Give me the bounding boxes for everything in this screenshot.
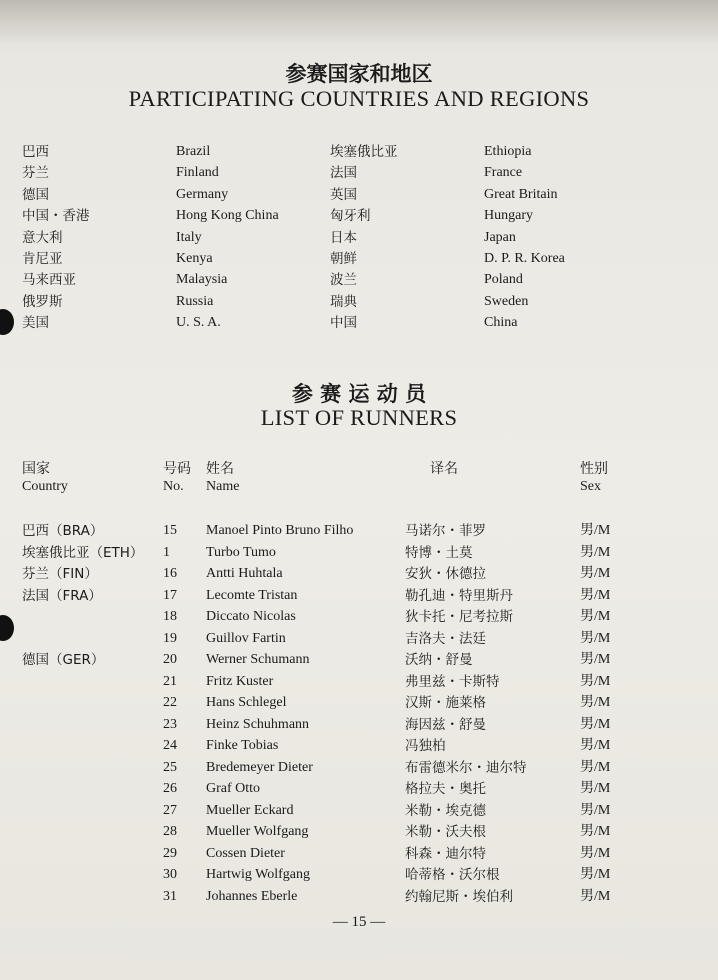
countries-title-en: PARTICIPATING COUNTRIES AND REGIONS xyxy=(128,86,590,111)
country-row xyxy=(0,269,718,291)
runner-translated-name: 吉洛夫・法廷 xyxy=(405,630,486,647)
country-name-en: Japan xyxy=(484,229,516,245)
runner-translated-name: 特博・土莫 xyxy=(405,544,473,561)
country-name-cn: 法国 xyxy=(330,165,357,182)
runner-row xyxy=(0,886,718,908)
runner-number: 29 xyxy=(163,845,177,861)
scan-shadow xyxy=(0,0,718,44)
runner-sex: 男/M xyxy=(580,802,611,818)
runner-row xyxy=(0,520,718,542)
page-number: — 15 — xyxy=(332,914,386,930)
runner-number: 31 xyxy=(163,888,177,904)
runner-number: 25 xyxy=(163,759,177,775)
runner-sex: 男/M xyxy=(580,781,611,796)
runner-name: Hartwig Wolfgang xyxy=(206,867,310,882)
runner-number: 15 xyxy=(163,523,177,538)
country-name-cn: 中国・香港 xyxy=(22,208,90,225)
runner-country: 巴西（BRA） xyxy=(22,523,104,539)
country-name-en: Italy xyxy=(176,229,202,245)
country-name-en: Poland xyxy=(484,272,523,288)
country-row xyxy=(0,184,718,206)
runner-sex: 男/M xyxy=(580,652,611,667)
country-name-en: Finland xyxy=(176,165,219,181)
country-name-en: Hong Kong China xyxy=(176,208,279,224)
runner-translated-name: 米勒・埃克德 xyxy=(405,802,486,819)
runner-sex: 男/M xyxy=(580,609,611,624)
country-name-cn: 瑞典 xyxy=(330,293,357,310)
header-no-cn: 号码 xyxy=(163,461,191,477)
runner-translated-name: 布雷德米尔・迪尔特 xyxy=(405,759,527,776)
runner-row xyxy=(0,671,718,693)
country-name-cn: 埃塞俄比亚 xyxy=(330,144,398,160)
runner-translated-name: 沃纳・舒曼 xyxy=(405,652,473,668)
country-name-cn: 中国 xyxy=(330,315,357,332)
country-name-en: China xyxy=(484,315,518,331)
runner-row xyxy=(0,542,718,564)
runner-number: 19 xyxy=(163,630,177,646)
runner-number: 26 xyxy=(163,781,177,796)
country-name-en: Germany xyxy=(176,186,229,202)
runner-translated-name: 安狄・休德拉 xyxy=(405,566,486,582)
runners-title-en: LIST OF RUNNERS xyxy=(260,405,458,430)
country-row xyxy=(0,248,718,270)
countries-title-cn: 参赛国家和地区 xyxy=(285,62,433,86)
runner-name: Turbo Tumo xyxy=(206,544,276,560)
runner-number: 30 xyxy=(163,867,177,882)
runner-name: Heinz Schuhmann xyxy=(206,716,310,732)
country-name-en: France xyxy=(484,165,523,181)
runner-row xyxy=(0,563,718,585)
runner-number: 20 xyxy=(163,652,177,667)
runner-country: 法国（FRA） xyxy=(22,587,102,604)
runner-name: Hans Schlegel xyxy=(206,695,287,710)
runner-sex: 男/M xyxy=(580,867,611,882)
header-name-en: Name xyxy=(206,479,240,494)
country-name-en: Ethiopia xyxy=(484,144,532,159)
runner-number: 28 xyxy=(163,824,177,839)
runner-row xyxy=(0,735,718,757)
country-name-cn: 英国 xyxy=(330,186,357,203)
country-name-cn: 德国 xyxy=(22,186,49,203)
runner-sex: 男/M xyxy=(580,845,611,861)
country-row xyxy=(0,227,718,249)
runner-sex: 男/M xyxy=(580,566,611,581)
runner-country: 埃塞俄比亚（ETH） xyxy=(22,544,144,561)
header-name-cn: 姓名 xyxy=(206,461,234,477)
runner-translated-name: 哈蒂格・沃尔根 xyxy=(405,867,500,883)
runner-name: Werner Schumann xyxy=(206,652,310,667)
runner-translated-name: 海因兹・舒曼 xyxy=(405,716,486,733)
runner-number: 18 xyxy=(163,609,177,624)
country-name-en: D. P. R. Korea xyxy=(484,251,565,266)
runner-row xyxy=(0,821,718,843)
runner-number: 23 xyxy=(163,716,177,732)
runner-sex: 男/M xyxy=(580,716,611,732)
runner-row xyxy=(0,843,718,865)
runner-name: Fritz Kuster xyxy=(206,673,274,689)
runner-row xyxy=(0,800,718,822)
country-name-cn: 俄罗斯 xyxy=(22,293,63,310)
runner-translated-name: 勒孔迪・特里斯丹 xyxy=(405,587,513,604)
runner-number: 17 xyxy=(163,587,177,603)
runners-title-cn: 参 赛 运 动 员 xyxy=(291,382,427,406)
runner-country: 芬兰（FIN） xyxy=(22,566,98,582)
country-name-cn: 芬兰 xyxy=(22,165,49,182)
runner-row xyxy=(0,692,718,714)
country-name-en: Brazil xyxy=(176,144,211,159)
runner-name: Guillov Fartin xyxy=(206,630,286,646)
country-name-en: U. S. A. xyxy=(176,315,221,331)
country-name-en: Malaysia xyxy=(176,272,228,288)
runner-translated-name: 格拉夫・奥托 xyxy=(405,781,486,797)
runner-name: Lecomte Tristan xyxy=(206,587,298,603)
runner-sex: 男/M xyxy=(580,673,611,689)
runner-translated-name: 马诺尔・菲罗 xyxy=(405,523,486,539)
country-name-cn: 肯尼亚 xyxy=(22,251,63,267)
runner-number: 22 xyxy=(163,695,177,710)
country-name-cn: 匈牙利 xyxy=(330,208,371,225)
runner-name: Mueller Wolfgang xyxy=(206,824,309,839)
runner-sex: 男/M xyxy=(580,888,611,904)
runner-translated-name: 汉斯・施莱格 xyxy=(405,695,486,711)
runner-name: Diccato Nicolas xyxy=(206,609,296,624)
runner-name: Cossen Dieter xyxy=(206,845,285,861)
country-row xyxy=(0,291,718,313)
country-name-cn: 日本 xyxy=(330,229,357,246)
runner-sex: 男/M xyxy=(580,695,611,710)
country-name-cn: 意大利 xyxy=(22,229,63,246)
runner-name: Finke Tobias xyxy=(206,738,279,753)
country-row xyxy=(0,162,718,184)
country-name-cn: 马来西亚 xyxy=(22,272,76,289)
country-name-en: Kenya xyxy=(176,251,213,266)
runner-name: Mueller Eckard xyxy=(206,802,294,818)
runner-sex: 男/M xyxy=(580,759,611,775)
runner-row xyxy=(0,714,718,736)
runner-name: Bredemeyer Dieter xyxy=(206,759,313,775)
runner-row xyxy=(0,628,718,650)
runner-translated-name: 冯独柏 xyxy=(405,738,446,754)
runner-row xyxy=(0,757,718,779)
runner-row xyxy=(0,778,718,800)
runner-row xyxy=(0,585,718,607)
country-name-en: Russia xyxy=(176,293,214,309)
runner-translated-name: 弗里兹・卡斯特 xyxy=(405,673,500,690)
runner-name: Graf Otto xyxy=(206,781,261,796)
runner-sex: 男/M xyxy=(580,630,611,646)
runner-row xyxy=(0,864,718,886)
runner-sex: 男/M xyxy=(580,824,611,839)
country-name-en: Hungary xyxy=(484,208,533,224)
runner-number: 16 xyxy=(163,566,177,581)
runner-row xyxy=(0,649,718,671)
runner-translated-name: 米勒・沃夫根 xyxy=(405,824,486,840)
runner-sex: 男/M xyxy=(580,738,611,753)
country-row xyxy=(0,312,718,334)
country-row xyxy=(0,205,718,227)
country-name-cn: 朝鲜 xyxy=(330,251,357,267)
header-sex-en: Sex xyxy=(580,479,601,494)
runner-number: 24 xyxy=(163,738,177,753)
header-sex-cn: 性别 xyxy=(580,461,608,477)
header-translation-cn: 译名 xyxy=(430,461,458,477)
header-no-en: No. xyxy=(163,479,184,494)
country-name-cn: 波兰 xyxy=(330,272,357,289)
runner-number: 21 xyxy=(163,673,177,689)
runner-sex: 男/M xyxy=(580,523,611,538)
runner-name: Johannes Eberle xyxy=(206,888,298,904)
runner-name: Antti Huhtala xyxy=(206,566,283,581)
header-country-cn: 国家 xyxy=(22,461,50,477)
header-country-en: Country xyxy=(22,479,68,494)
country-row xyxy=(0,141,718,163)
country-name-en: Sweden xyxy=(484,293,529,309)
runner-number: 27 xyxy=(163,802,177,818)
runner-sex: 男/M xyxy=(580,544,611,560)
country-name-cn: 巴西 xyxy=(22,144,49,160)
runner-country: 德国（GER） xyxy=(22,652,105,668)
country-name-cn: 美国 xyxy=(22,315,49,332)
runner-row xyxy=(0,606,718,628)
runner-name: Manoel Pinto Bruno Filho xyxy=(206,523,354,538)
runner-sex: 男/M xyxy=(580,587,611,603)
country-name-en: Great Britain xyxy=(484,186,558,202)
runner-translated-name: 科森・迪尔特 xyxy=(405,845,486,862)
runner-number: 1 xyxy=(163,544,170,560)
runner-translated-name: 狄卡托・尼考拉斯 xyxy=(405,609,513,625)
runner-translated-name: 约翰尼斯・埃伯利 xyxy=(405,888,513,905)
